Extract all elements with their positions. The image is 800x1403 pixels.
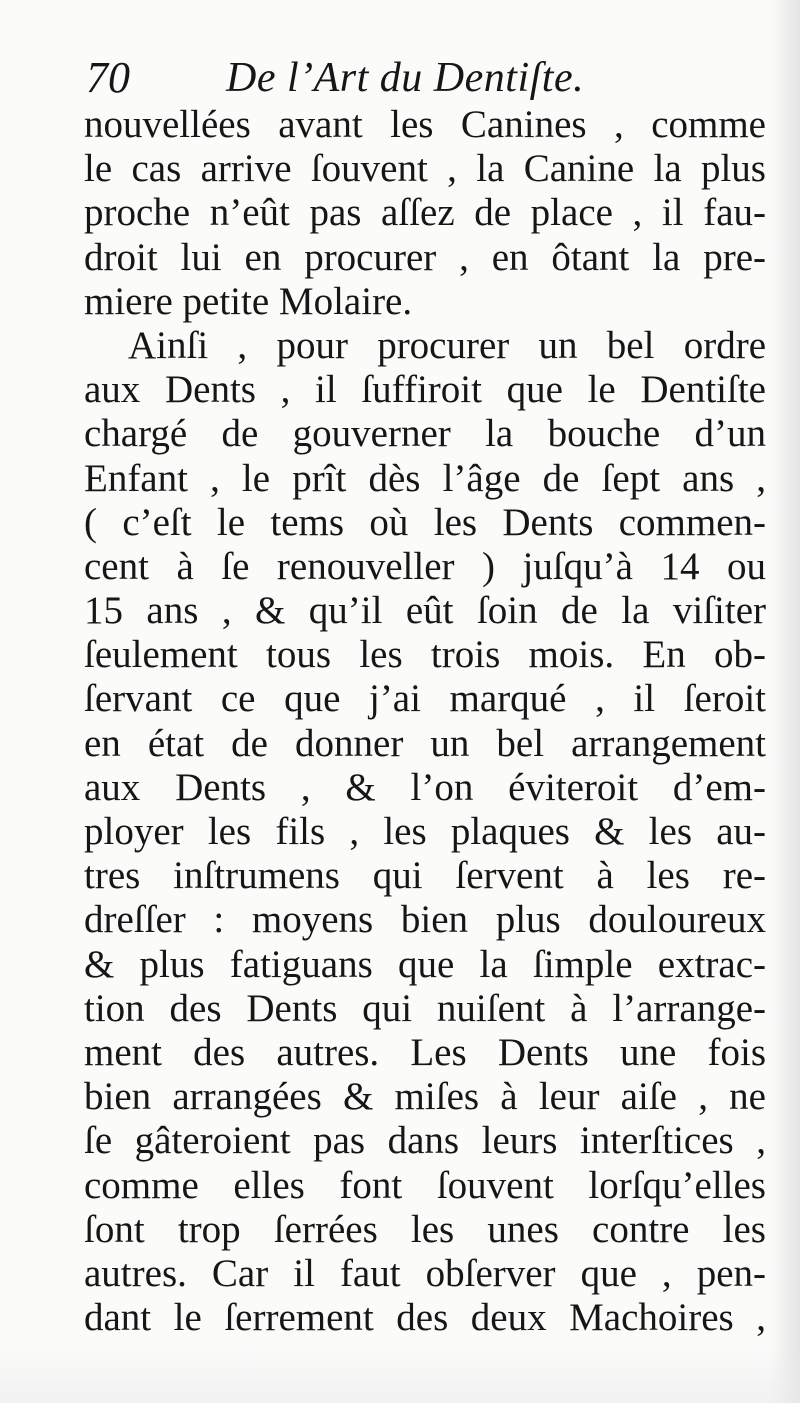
text-line: ployer les fils , les plaques & les au- [84,810,766,853]
text-line: tion des Dents qui nuiſent à l’arrange- [84,986,766,1030]
text-line: miere petite Molaire. [84,279,413,323]
running-title: De l’Art du Dentiſte. [226,55,585,101]
text-line: & plus fatiguans que la ſimple extrac- [84,942,766,986]
text-line: aux Dents , il ſuffiroit que le Dentiſte [84,368,766,412]
paragraph-first-line: Ainſi , pour procurer un bel ordre [128,323,766,367]
body-text [84,103,766,1340]
text-line: dreſſer : moyens bien plus douloureux [84,898,766,942]
text-line: autres. Car il faut obſerver que , pen- [84,1251,766,1295]
text-line: ( c’eſt le tems où les Dents commen- [84,500,766,544]
text-line: ſeulement tous les trois mois. En ob- [84,633,766,677]
text-line: aux Dents , & l’on éviteroit d’em- [84,765,766,809]
text-line: dant le ſerrement des deux Machoires , [84,1296,766,1340]
text-line: ſervant ce que j’ai marqué , il ſeroit [84,677,766,721]
text-line: comme elles font ſouvent lorſqu’elles [84,1163,766,1207]
page-bottom-shade [0,1343,800,1403]
text-line: tres inſtrumens qui ſervent à les re- [84,854,766,898]
text-line: droit lui en procurer , en ôtant la pre- [84,235,766,279]
text-line: en état de donner un bel arrangement [84,721,766,765]
page-number: 70 [86,53,130,102]
text-line: proche n’eût pas aſſez de place , il fau- [84,191,766,235]
running-head [86,50,766,106]
text-line: ment des autres. Les Dents une fois [84,1030,766,1074]
page-edge-shadow [770,0,800,1403]
text-line: bien arrangées & miſes à leur aiſe , ne [84,1075,766,1119]
text-line: chargé de gouverner la bouche d’un [84,412,766,456]
text-line: Enfant , le prît dès l’âge de ſept ans , [84,456,766,500]
text-line: nouvellées avant les Canines , comme [84,103,766,146]
text-line: cent à ſe renouveller ) juſqu’à 14 ou [84,544,766,588]
text-line: ſont trop ſerrées les unes contre les [84,1207,766,1251]
text-line: 15 ans , & qu’il eût ſoin de la viſiter [84,589,766,633]
text-line: le cas arrive ſouvent , la Canine la plus [84,147,766,191]
text-line: ſe gâteroient pas dans leurs interſtices , [84,1119,766,1163]
